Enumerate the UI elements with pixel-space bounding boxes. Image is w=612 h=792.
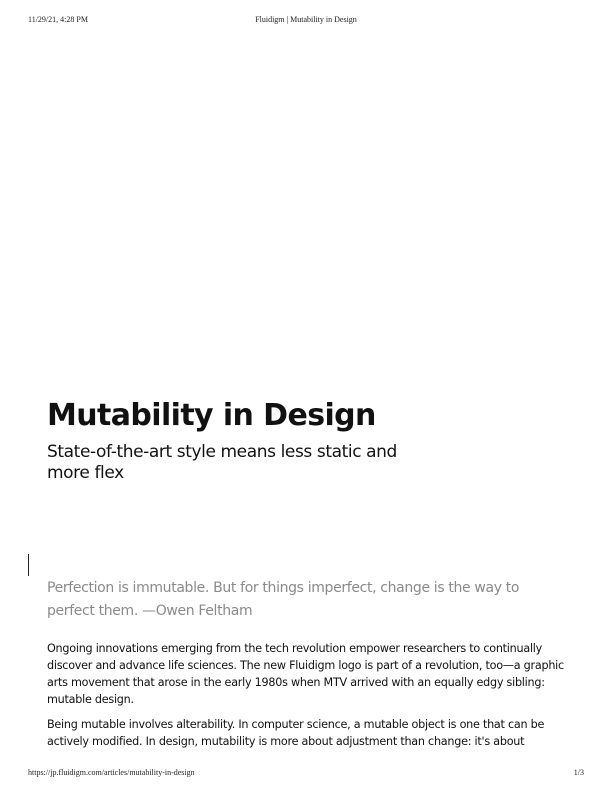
body-paragraph-2: Being mutable involves alterability. In computer science, a mutable object is one that can be actively modified. In design, mutability is more about adjustment than change: it's about bbox=[47, 718, 545, 748]
print-page-number: 1/3 bbox=[573, 768, 584, 777]
print-footer bbox=[0, 768, 612, 780]
print-datetime: 11/29/21, 4:28 PM bbox=[28, 15, 88, 24]
article-title: Mutability in Design bbox=[47, 398, 376, 433]
print-url: https://jp.fluidigm.com/articles/mutability-in-design bbox=[28, 768, 195, 777]
print-header bbox=[0, 15, 612, 27]
print-document-title: Fluidigm | Mutability in Design bbox=[255, 15, 357, 24]
quote-rule bbox=[28, 554, 29, 576]
article-subtitle: State-of-the-art style means less static and more flex bbox=[47, 442, 397, 483]
pull-quote: Perfection is immutable. But for things imperfect, change is the way to perfect them. —Owen Feltham bbox=[47, 580, 520, 619]
body-paragraph-1: Ongoing innovations emerging from the tech revolution empower researchers to continually discover and advance life sciences. The new Fluidigm logo is part of a revolution, too—a graphic arts movement that arose in the early 1980s when MTV arrived with an equally edgy sibling: mutable design. bbox=[47, 642, 564, 706]
